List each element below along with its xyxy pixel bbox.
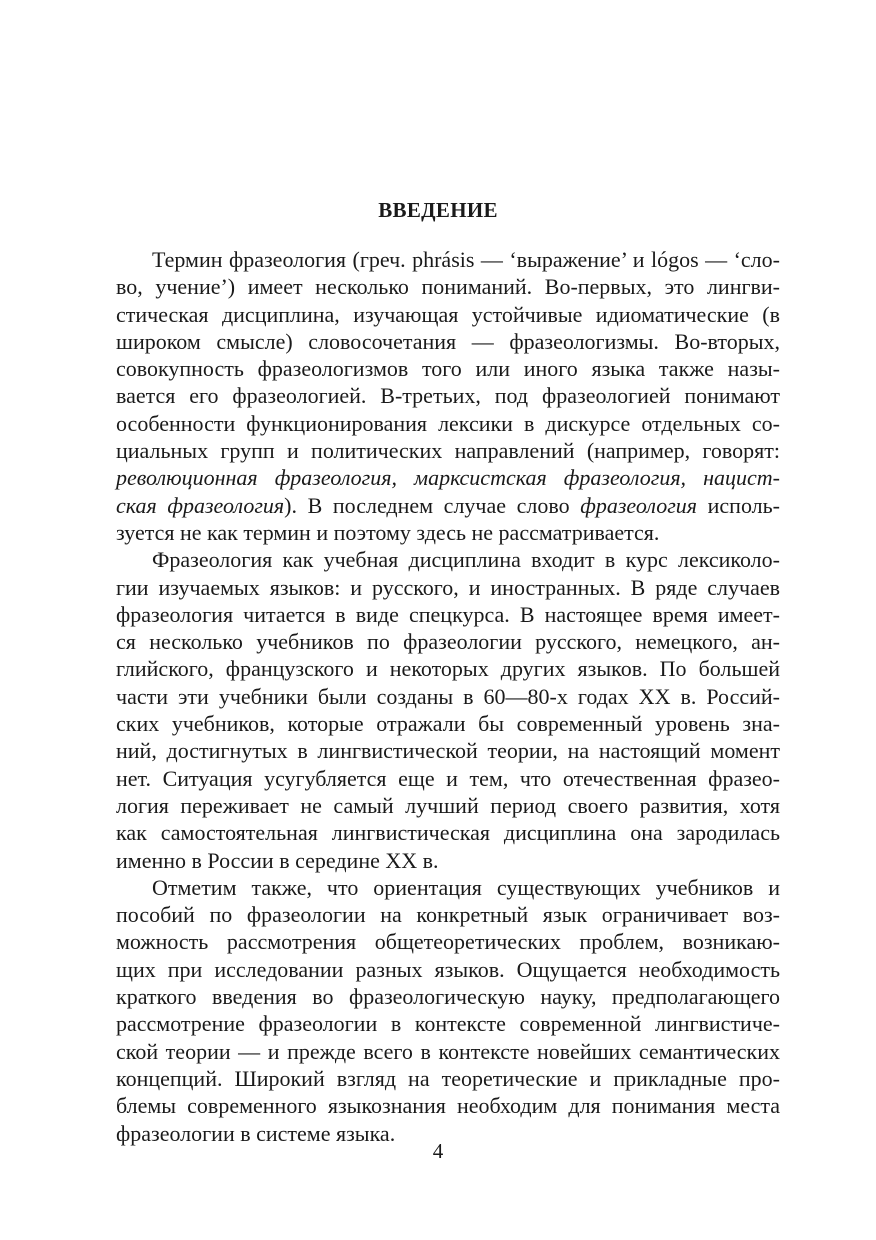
text-run: Термин фразеология (греч. phrásis — ‘выражение’ и lógos — ‘сло- bbox=[152, 247, 780, 272]
italic-term: революционная фразеология, марксистская фразеология, нацист- bbox=[116, 465, 780, 491]
text-run: как самостоятельная лингвистическая дисциплина она зародилась bbox=[116, 820, 780, 846]
text-line bbox=[116, 819, 780, 846]
text-run: блемы современного языкознания необходим для понимания места bbox=[116, 1093, 780, 1119]
text-run: нет. Ситуация усугубляется еще и тем, что отечественная фразео- bbox=[116, 765, 780, 791]
text-run: части эти учебники были созданы в 60—80-х годах XX в. Россий- bbox=[116, 683, 780, 709]
text-line bbox=[116, 847, 780, 874]
text-run: фразеологии в системе языка. bbox=[116, 1120, 396, 1146]
text-run: вается его фразеологией. В-третьих, под фразеологией понимают bbox=[116, 383, 780, 409]
text-line bbox=[116, 546, 780, 573]
italic-term: фразеология bbox=[580, 492, 698, 518]
text-run: фразеология читается в виде спецкурса. В настоящее время имеет- bbox=[116, 601, 780, 627]
text-line bbox=[116, 655, 780, 682]
text-line bbox=[116, 410, 780, 437]
text-run: можность рассмотрения общетеоретических проблем, возникаю- bbox=[116, 929, 780, 955]
text-run: совокупность фразеологизмов того или иного языка также назы- bbox=[116, 356, 780, 382]
text-line bbox=[116, 683, 780, 710]
text-line bbox=[116, 628, 780, 655]
text-line bbox=[116, 983, 780, 1010]
paragraph bbox=[116, 874, 780, 1147]
text-line bbox=[116, 492, 780, 519]
text-line bbox=[116, 301, 780, 328]
text-line bbox=[116, 901, 780, 928]
text-run: глийского, французского и некоторых других языков. По большей bbox=[116, 656, 780, 682]
text-line bbox=[116, 874, 780, 901]
text-line bbox=[116, 710, 780, 737]
text-run: краткого введения во фразеологическую науку, предполагающего bbox=[116, 984, 780, 1010]
text-run: концепций. Широкий взгляд на теоретические и прикладные про- bbox=[116, 1065, 780, 1091]
text-line bbox=[116, 601, 780, 628]
paragraph bbox=[116, 546, 780, 874]
text-run: ских учебников, которые отражали бы современный уровень зна- bbox=[116, 711, 780, 737]
text-run: во, учение’) имеет несколько пониманий. Во-первых, это лингви- bbox=[116, 274, 780, 300]
text-run: особенности функционирования лексики в дискурсе отдельных со- bbox=[116, 410, 780, 436]
text-run: щих при исследовании разных языков. Ощущается необходимость bbox=[116, 956, 780, 982]
text-line bbox=[116, 437, 780, 464]
text-line bbox=[116, 792, 780, 819]
text-run: зуется не как термин и поэтому здесь не рассматривается. bbox=[116, 519, 660, 545]
text-line bbox=[116, 1092, 780, 1119]
text-line bbox=[116, 464, 780, 491]
text-run: стическая дисциплина, изучающая устойчивые идиоматические (в bbox=[116, 301, 780, 327]
text-run: логия переживает не самый лучший период своего развития, хотя bbox=[116, 792, 780, 818]
body-text bbox=[116, 246, 780, 1147]
italic-term: ская фразеология bbox=[116, 492, 285, 518]
text-line bbox=[116, 519, 780, 546]
text-run: ний, достигнутых в лингвистической теории, на настоящий момент bbox=[116, 738, 780, 764]
page-number: 4 bbox=[432, 1139, 444, 1163]
text-run: исполь- bbox=[697, 492, 780, 518]
chapter-heading: ВВЕДЕНИЕ bbox=[378, 198, 498, 222]
text-line bbox=[116, 928, 780, 955]
text-run: рассмотрение фразеологии в контексте современной лингвистиче- bbox=[116, 1011, 780, 1037]
text-run: ской теории — и прежде всего в контексте новейших семантических bbox=[116, 1038, 780, 1064]
text-line bbox=[116, 574, 780, 601]
text-run: Отметим также, что ориентация существующих учебников и bbox=[152, 874, 780, 900]
text-line bbox=[116, 1065, 780, 1092]
text-line bbox=[116, 246, 780, 273]
text-run: Фразеология как учебная дисциплина входит в курс лексиколо- bbox=[152, 547, 780, 573]
text-run: гии изучаемых языков: и русского, и иностранных. В ряде случаев bbox=[116, 574, 780, 600]
text-line bbox=[116, 328, 780, 355]
text-run: широком смысле) словосочетания — фразеологизмы. Во-вторых, bbox=[116, 328, 780, 354]
text-line bbox=[116, 1038, 780, 1065]
text-run: ся несколько учебников по фразеологии русского, немецкого, ан- bbox=[116, 629, 780, 655]
text-line bbox=[116, 765, 780, 792]
text-line bbox=[116, 737, 780, 764]
text-line bbox=[116, 1010, 780, 1037]
paragraph bbox=[116, 246, 780, 546]
text-line bbox=[116, 956, 780, 983]
text-run: пособий по фразеологии на конкретный язык ограничивает воз- bbox=[116, 902, 780, 928]
text-line bbox=[116, 273, 780, 300]
text-line bbox=[116, 355, 780, 382]
text-line bbox=[116, 382, 780, 409]
text-run: ). В последнем случае слово bbox=[284, 492, 581, 518]
text-run: именно в России в середине XX в. bbox=[116, 847, 439, 873]
text-run: циальных групп и политических направлений (например, говорят: bbox=[116, 438, 780, 464]
